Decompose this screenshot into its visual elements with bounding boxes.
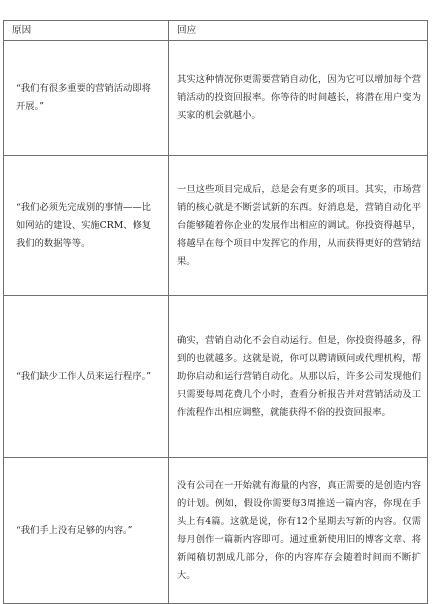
table-header-row [4,21,428,41]
header-response: 回应 [169,21,428,41]
objection-response-table [3,20,428,604]
response-cell: 一旦这些项目完成后，总是会有更多的项目。其实，市场营销的核心就是不断尝试新的东西。好消息是，营销自动化平台能够随着你企业的发展作出相应的调试。你投资得越早，将越早在每个项目中发挥它的作用，从而获得更好的营销结果。 [169,156,428,296]
response-cell: 确实，营销自动化不会自动运行。但是，你投资得越多，得到的也就越多。这就是说，你可以聘请顾问或代理机构，帮助你启动和运行营销自动化。从那以后，许多公司发现他们只需要每周花费几个小时，查看分析报告并对营销活动及工作流程作出相应调整，就能获得不俗的投资回报率。 [169,296,428,458]
table-row [4,156,428,296]
header-reason: 原因 [4,21,169,41]
reason-cell: “我们必须先完成别的事情——比如网站的建设、实施CRM、修复我们的数据等等。 [4,156,169,296]
table-row [4,296,428,458]
table-row [4,458,428,604]
reason-cell: “我们缺少工作人员来运行程序。” [4,296,169,458]
table-row [4,41,428,156]
response-cell: 其实这种情况你更需要营销自动化，因为它可以增加每个营销活动的投资回报率。你等待的时间越长，将潜在用户变为买家的机会就越小。 [169,41,428,156]
response-cell: 没有公司在一开始就有海量的内容，真正需要的是创造内容的计划。例如，假设你需要每3周推送一篇内容，你现在手头上有4篇。这就是说，你有12个星期去写新的内容。仅需每月创作一篇新内容即可。通过重新使用旧的博客文章、将新闻稿切割成几部分，你的内容库存会随着时间而不断扩大。 [169,458,428,604]
reason-cell: “我们手上没有足够的内容。” [4,458,169,604]
reason-cell: “我们有很多重要的营销活动即将开展。” [4,41,169,156]
